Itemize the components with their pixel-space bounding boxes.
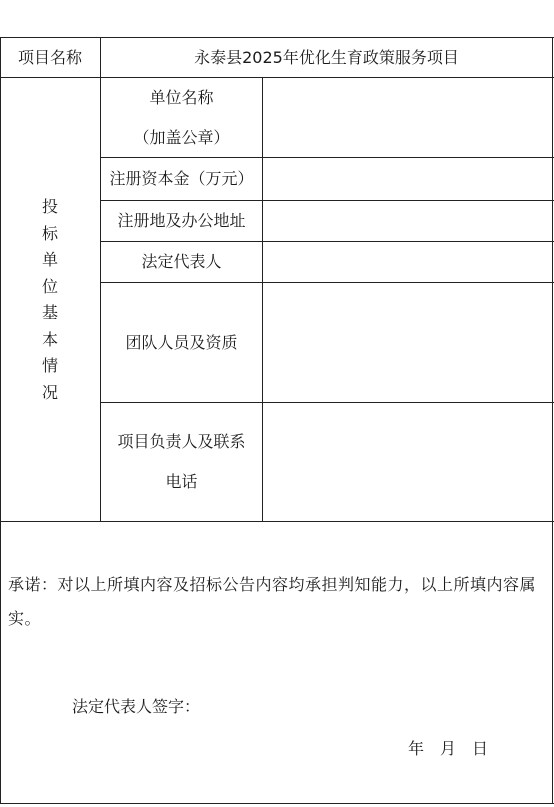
label-char: 投 — [41, 197, 58, 216]
company-name-field[interactable] — [263, 78, 552, 157]
project-name-value: 永泰县2025年优化生育政策服务项目 — [194, 47, 459, 67]
label-char: 本 — [41, 329, 58, 349]
label-char: 基 — [41, 303, 58, 322]
table-border — [552, 37, 553, 804]
signature-label: 法定代表人签字： — [72, 697, 201, 716]
label-line: （加盖公章） — [133, 127, 230, 147]
table-border — [0, 803, 554, 804]
label-line: 电话 — [165, 472, 198, 491]
label-char: 单 — [41, 250, 58, 269]
bidder-basic-info-label — [0, 78, 100, 522]
team-qualifications-field[interactable] — [263, 283, 552, 402]
label-char: 标 — [41, 223, 58, 243]
address-label: 注册地及办公地址 — [117, 211, 246, 231]
legal-representative-label: 法定代表人 — [141, 252, 222, 272]
project-leader-contact-label — [101, 403, 262, 521]
project-leader-contact-field[interactable] — [263, 403, 552, 521]
project-name-label: 项目名称 — [17, 47, 82, 67]
label-line: 单位名称 — [149, 87, 214, 107]
registered-capital-field[interactable] — [263, 158, 552, 200]
label-line: 项目负责人及联系 — [117, 432, 246, 451]
label-char: 情 — [41, 356, 58, 375]
label-char: 位 — [41, 276, 58, 296]
label-char: 况 — [41, 382, 58, 402]
address-field[interactable] — [263, 201, 552, 241]
company-name-label — [101, 78, 262, 157]
legal-representative-field[interactable] — [263, 242, 552, 282]
date-label: 年 月 日 — [408, 739, 489, 758]
team-qualifications-label: 团队人员及资质 — [125, 332, 238, 352]
commitment-text: 承诺：对以上所填内容及招标公告内容均承担判知能力，以上所填内容属实。 — [8, 575, 537, 628]
registered-capital-label: 注册资本金（万元） — [109, 169, 254, 189]
